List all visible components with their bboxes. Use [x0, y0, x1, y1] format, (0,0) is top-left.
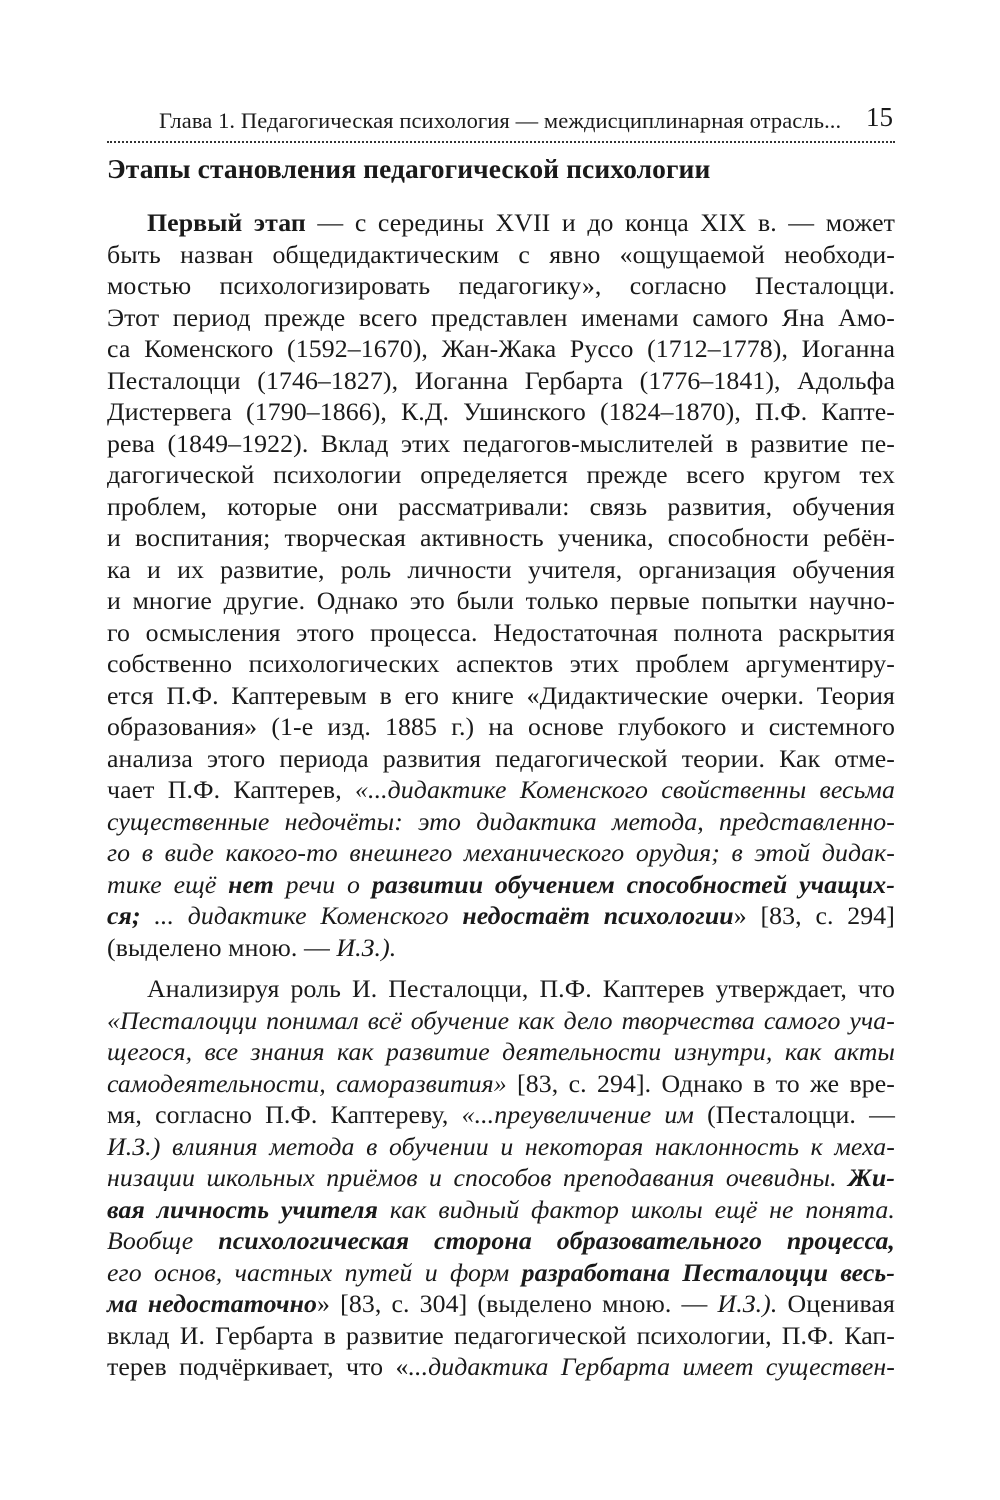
emphasis-run: «Песталоцци понимал всё обучение как дело творчества самого уча-	[107, 1005, 895, 1035]
text-run: анализа этого периода развития педагогической теории. Как отме-	[107, 743, 895, 773]
text-line	[107, 1320, 895, 1352]
text-run: мя, согласно П.Ф. Каптереву,	[107, 1100, 462, 1129]
text-line	[107, 459, 895, 491]
emphasis-run: существенные недочёты: это дидактика метода, представленно-	[107, 806, 895, 836]
text-line	[107, 837, 895, 869]
text-line	[107, 1036, 895, 1068]
text-run: рева (1849–1922). Вклад этих педагогов-мыслителей в развитие пе-	[107, 428, 895, 458]
text-line	[107, 585, 895, 617]
text-run: Оценивая	[777, 1289, 895, 1318]
emphasis-run: ...дидактика Гербарта имеет существен-	[408, 1352, 895, 1381]
text-run: (Песталоцци. —	[693, 1100, 895, 1129]
emphasis-run: И.З.).	[336, 932, 397, 962]
text-line	[107, 1257, 895, 1289]
text-line	[107, 1005, 895, 1037]
text-line	[107, 365, 895, 397]
text-line	[107, 1099, 895, 1131]
emphasis-run: вая личность учителя	[107, 1194, 379, 1224]
text-line	[107, 711, 895, 743]
text-run: проблем, которые они рассматривали: связь развития, обучения	[107, 491, 895, 521]
text-line	[107, 680, 895, 712]
text-line	[107, 302, 895, 334]
text-run: мостью психологизировать педагогику», согласно Песталоцци.	[107, 271, 895, 300]
emphasis-run: нет	[228, 869, 274, 899]
emphasis-run: Жи-	[848, 1163, 895, 1192]
running-title: Глава 1. Педагогическая психология — междисциплинарная отрасль...	[159, 108, 842, 133]
text-line	[107, 554, 895, 586]
text-line	[107, 239, 895, 271]
emphasis-run: ма недостаточно	[107, 1289, 318, 1318]
text-line	[107, 1194, 895, 1226]
emphasis-run: Вообще	[107, 1226, 219, 1255]
page-number: 15	[866, 102, 893, 132]
emphasis-run: как видный фактор школы ещё не понята.	[378, 1194, 895, 1224]
text-run: ется П.Ф. Каптеревым в его книге «Дидактические очерки. Теория	[107, 680, 895, 710]
text-run: терев подчёркивает, что «	[107, 1352, 409, 1381]
text-line	[107, 491, 895, 523]
text-line	[107, 1131, 895, 1163]
text-line	[107, 1351, 895, 1383]
emphasis-run: «...дидактике Коменского свойственны весьма	[355, 775, 895, 804]
emphasis-run: недостаёт психологии	[462, 901, 734, 930]
text-run: (выделено мною. —	[107, 932, 337, 962]
header-divider	[107, 141, 895, 143]
emphasis-run: тике ещё	[107, 869, 229, 899]
text-line	[107, 869, 895, 901]
emphasis-run: го в виде какого-то внешнего механического орудия; в этой дидак-	[107, 838, 895, 867]
section-heading: Этапы становления педагогической психологии	[107, 153, 711, 184]
text-run: ка и их развитие, роль личности учителя, организация обучения	[107, 554, 895, 584]
emphasis-run: речи о	[273, 869, 372, 899]
emphasis-run: Первый этап	[147, 208, 306, 237]
text-run: » [83, с. 294]	[733, 901, 895, 930]
text-line	[107, 522, 895, 554]
text-line	[107, 743, 895, 775]
text-run: чает П.Ф. Каптерев,	[107, 775, 356, 804]
text-line	[107, 900, 895, 932]
text-line	[107, 806, 895, 838]
emphasis-run: самодеятельности, саморазвития»	[107, 1068, 507, 1098]
emphasis-run: ся;	[107, 901, 141, 930]
text-line	[107, 648, 895, 680]
text-run: Этот период прежде всего представлен именами самого Яна Амо-	[107, 302, 895, 332]
text-run: » [83, с. 304] (выделено мною. —	[317, 1289, 718, 1318]
emphasis-run: ... дидактике Коменского	[140, 901, 463, 930]
emphasis-run: И.З.) влияния метода в обучении и некоторая наклонность к меха-	[107, 1131, 895, 1161]
text-run: дагогической психологии определяется прежде всего кругом тех	[107, 460, 895, 489]
text-run: собственно психологических аспектов этих проблем аргументиру-	[107, 649, 895, 678]
body-text	[107, 207, 895, 1383]
text-line	[107, 396, 895, 428]
text-run: Анализируя роль И. Песталоцци, П.Ф. Каптерев утверждает, что	[147, 974, 895, 1003]
text-run: и многие другие. Однако это были только первые попытки научно-	[107, 586, 895, 615]
text-line	[107, 1162, 895, 1194]
text-line	[107, 270, 895, 302]
text-run: быть назван общедидактическим с явно «ощущаемой необходи-	[107, 239, 895, 269]
text-run: Дистервега (1790–1866), К.Д. Ушинского (1824–1870), П.Ф. Капте-	[107, 397, 895, 426]
text-line	[107, 1225, 895, 1257]
emphasis-run: его основ, частных путей и форм	[107, 1257, 522, 1287]
text-run: вклад И. Гербарта в развитие педагогической психологии, П.Ф. Кап-	[107, 1320, 895, 1350]
text-run: — с середины XVII и до конца XIX в. — может	[305, 208, 895, 237]
text-run: и воспитания; творческая активность ученика, способности ребён-	[107, 523, 895, 552]
emphasis-run: разработана Песталоцци весь-	[521, 1257, 895, 1287]
emphasis-run: щегося, все знания как развитие деятельности изнутри, как акты	[107, 1037, 895, 1066]
emphasis-run: И.З.).	[717, 1289, 778, 1318]
text-line	[107, 1068, 895, 1100]
text-line	[107, 617, 895, 649]
emphasis-run: низации школьных приёмов и способов преподавания очевидны.	[107, 1163, 849, 1192]
text-line	[107, 333, 895, 365]
text-line	[107, 973, 895, 1005]
emphasis-run: «...преувеличение им	[461, 1100, 694, 1129]
emphasis-run: развитии обучением способностей учащих-	[371, 869, 895, 899]
running-header	[107, 100, 895, 140]
text-run: образования» (1-е изд. 1885 г.) на основе глубокого и системного	[107, 712, 895, 741]
text-run: [83, с. 294]. Однако в то же вре-	[506, 1068, 895, 1098]
text-line	[107, 428, 895, 460]
text-line	[107, 207, 895, 239]
text-line	[107, 1288, 895, 1320]
text-run: са Коменского (1592–1670), Жан-Жака Руссо (1712–1778), Иоганна	[107, 334, 895, 363]
text-run: го осмысления этого процесса. Недостаточная полнота раскрытия	[107, 617, 895, 647]
text-run: Песталоцци (1746–1827), Иоганна Гербарта (1776–1841), Адольфа	[107, 365, 895, 395]
text-line	[107, 932, 895, 964]
text-line	[107, 774, 895, 806]
emphasis-run: психологическая сторона образовательного процесса,	[218, 1226, 895, 1255]
